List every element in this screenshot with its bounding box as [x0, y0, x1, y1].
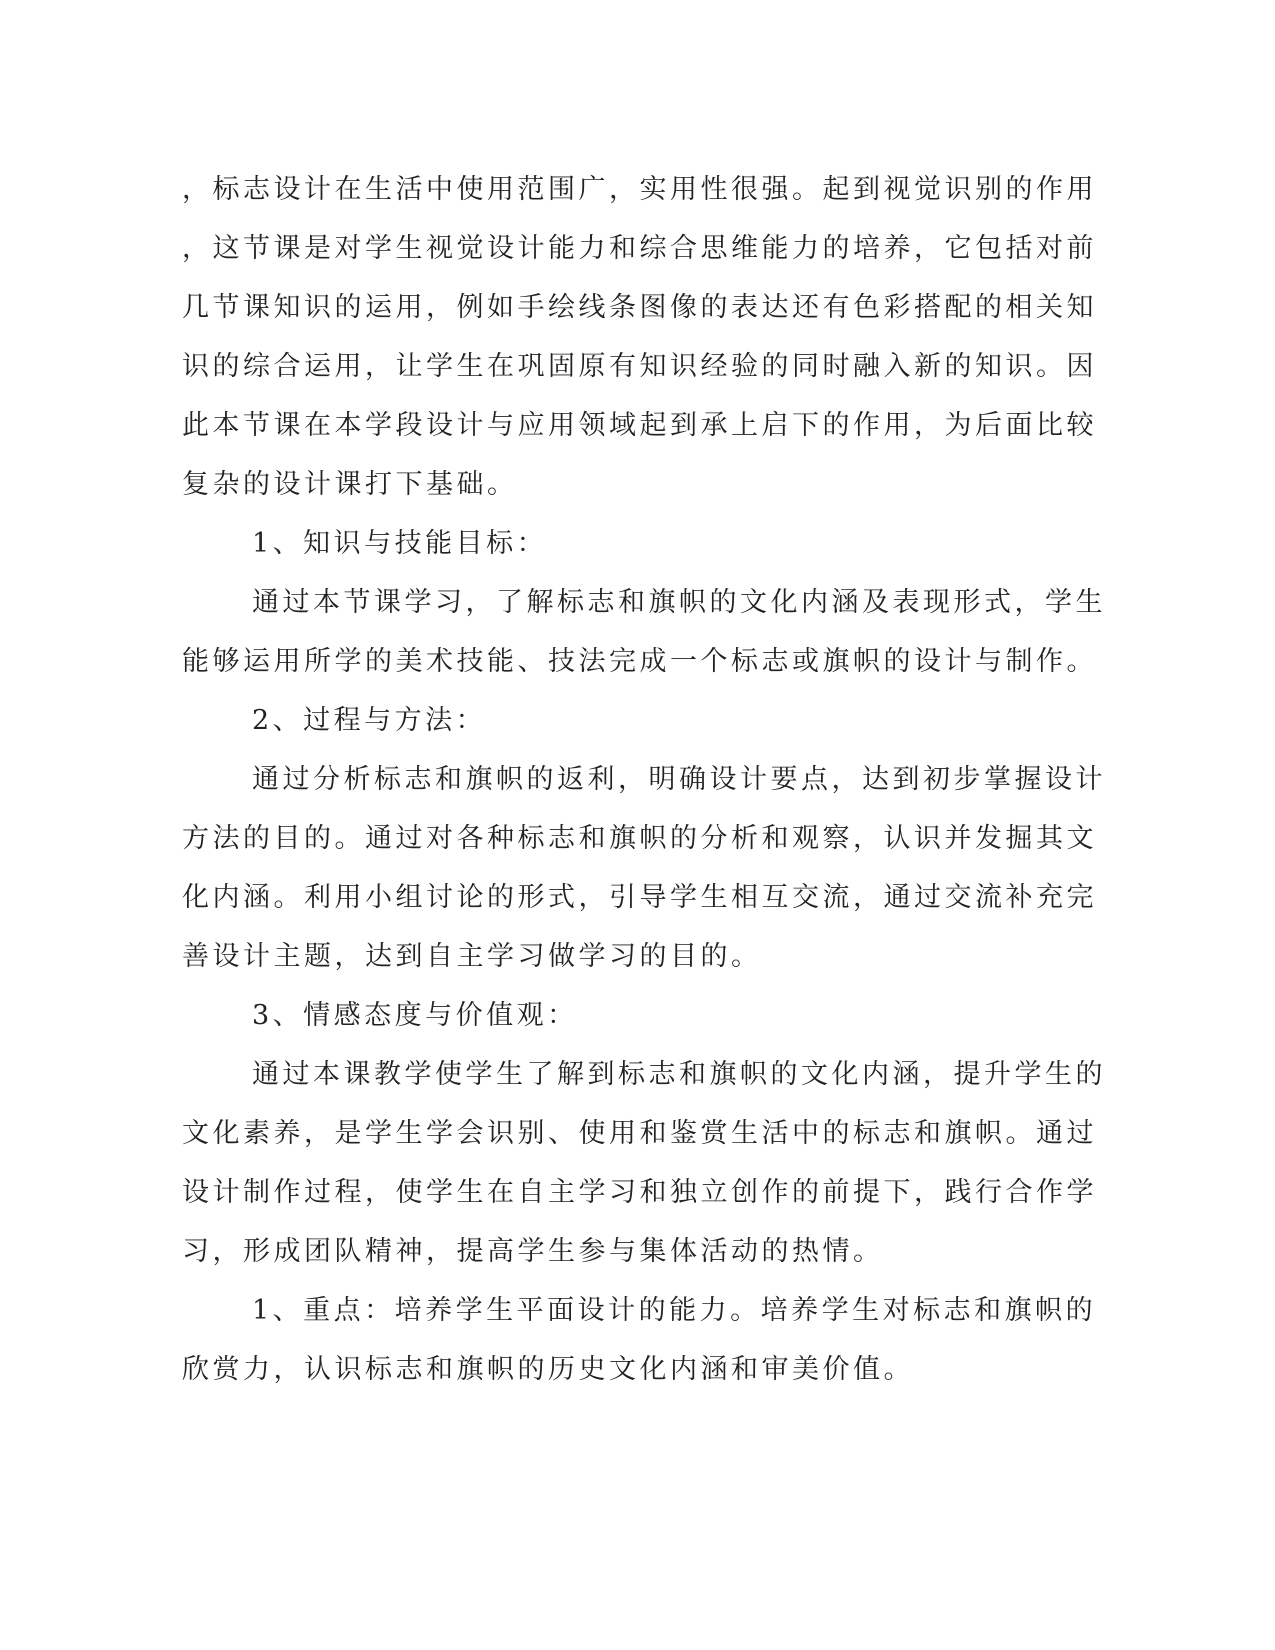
- text-line: 欣赏力，认识标志和旗帜的历史文化内涵和审美价值。: [182, 1354, 914, 1385]
- document-body: [182, 160, 1106, 1399]
- section-heading-emotion-values: 3、情感态度与价值观：: [252, 1000, 578, 1031]
- section-heading-knowledge-skills: 1、知识与技能目标：: [252, 528, 548, 559]
- text-line: 识的综合运用，让学生在巩固原有知识经验的同时融入新的知识。因: [182, 351, 1097, 382]
- text-line: 几节课知识的运用，例如手绘线条图像的表达还有色彩搭配的相关知: [182, 292, 1097, 323]
- text-line: 通过本节课学习，了解标志和旗帜的文化内涵及表现形式，学生: [252, 587, 1106, 618]
- text-line: 文化素养，是学生学会识别、使用和鉴赏生活中的标志和旗帜。通过: [182, 1118, 1097, 1149]
- text-line: 方法的目的。通过对各种标志和旗帜的分析和观察，认识并发掘其文: [182, 823, 1097, 854]
- text-line: ，标志设计在生活中使用范围广，实用性很强。起到视觉识别的作用: [182, 174, 1097, 205]
- text-line: 通过本课教学使学生了解到标志和旗帜的文化内涵，提升学生的: [252, 1059, 1106, 1090]
- text-line: 化内涵。利用小组讨论的形式，引导学生相互交流，通过交流补充完: [182, 882, 1097, 913]
- text-line: ，这节课是对学生视觉设计能力和综合思维能力的培养，它包括对前: [182, 233, 1097, 264]
- text-line: 善设计主题，达到自主学习做学习的目的。: [182, 941, 762, 972]
- section-heading-process-method: 2、过程与方法：: [252, 705, 487, 736]
- text-line: 设计制作过程，使学生在自主学习和独立创作的前提下，践行合作学: [182, 1177, 1097, 1208]
- section-heading-key-point: 1、重点：培养学生平面设计的能力。培养学生对标志和旗帜的: [252, 1295, 1097, 1326]
- text-line: 习，形成团队精神，提高学生参与集体活动的热情。: [182, 1236, 884, 1267]
- text-line: 此本节课在本学段设计与应用领域起到承上启下的作用，为后面比较: [182, 410, 1097, 441]
- text-line: 通过分析标志和旗帜的返利，明确设计要点，达到初步掌握设计: [252, 764, 1106, 795]
- text-line: 复杂的设计课打下基础。: [182, 469, 518, 500]
- text-line: 能够运用所学的美术技能、技法完成一个标志或旗帜的设计与制作。: [182, 646, 1097, 677]
